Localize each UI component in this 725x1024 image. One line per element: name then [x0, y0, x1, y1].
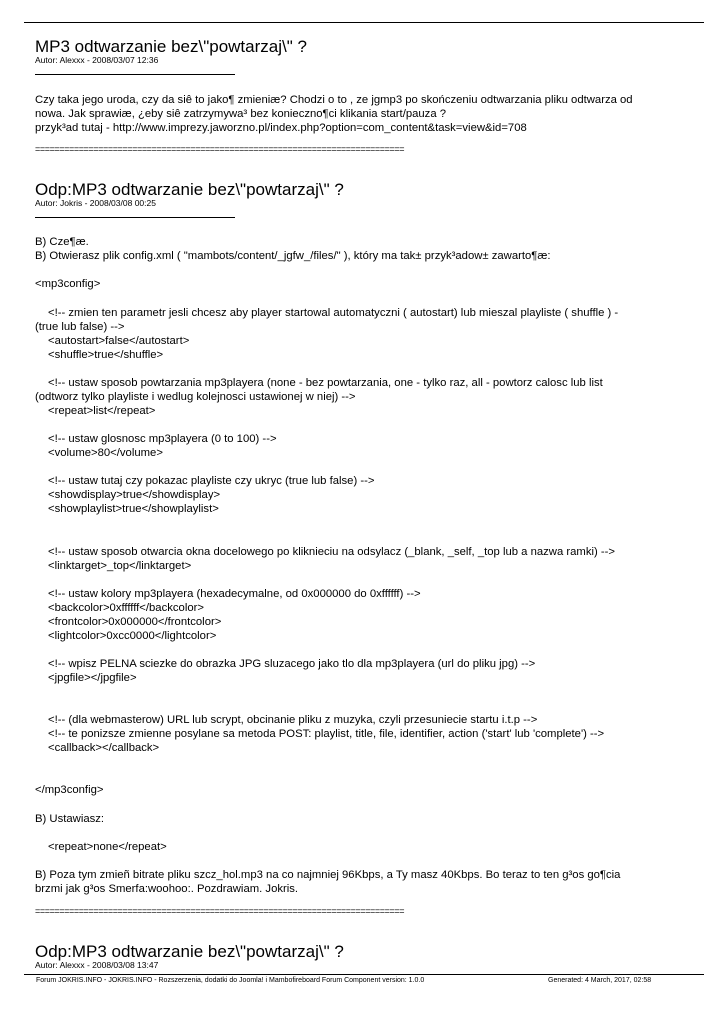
code-line: <jpgfile></jpgfile> [48, 672, 137, 684]
code-line: <lightcolor>0xcc0000</lightcolor> [48, 630, 217, 642]
code-line: <!-- (dla webmasterow) URL lub scrypt, obcinanie pliku z muzyka, czyli przesuniecie startu i.t.p --> [48, 714, 538, 726]
code-line: <!-- zmien ten parametr jesli chcesz aby player startowal automatyczni ( autostart) lub mieszal playliste ( shuffle ) - [48, 307, 619, 319]
post-separator: ============================================================================ [35, 144, 405, 154]
post-body-line: przyk³ad tutaj - http://www.imprezy.jaworzno.pl/index.php?option=com_content&task=view&id=708 [35, 122, 527, 134]
title-underline [35, 74, 235, 75]
footer-rule [24, 974, 704, 975]
post-separator: ============================================================================ [35, 906, 405, 916]
code-line: <showplaylist>true</showplaylist> [48, 503, 219, 515]
post-body-line: B) Ustawiasz: [35, 813, 105, 825]
footer-source: Forum JOKRIS.INFO - JOKRIS.INFO - Rozszerzenia, dodatki do Joomla! i Mambofireboard Forum Component version: 1.0.0 [36, 977, 425, 984]
footer-generated: Generated: 4 March, 2017, 02:58 [548, 977, 652, 984]
post-body-line: nowa. Jak sprawiæ, ¿eby siê zatrzymywa³ bez konieczno¶ci klikania start/pauza ? [35, 108, 447, 120]
code-line: (odtworz tylko playliste i wedlug kolejnosci ustawionej w niej) --> [35, 391, 356, 403]
code-line: <!-- ustaw sposob otwarcia okna docelowego po kliknieciu na odsylacz (_blank, _self, _top lub a nazwa ramki) --> [48, 546, 616, 558]
code-line: </mp3config> [35, 784, 104, 796]
code-line: <volume>80</volume> [48, 447, 163, 459]
post-author: Autor: Alexxx - 2008/03/07 12:36 [35, 55, 159, 65]
code-line: <!-- ustaw sposob powtarzania mp3playera (none - bez powtarzania, one - tylko raz, all - powtorz calosc lub list [48, 377, 603, 389]
code-line: <!-- ustaw tutaj czy pokazac playliste czy ukryc (true lub false) --> [48, 475, 375, 487]
post-title: Odp:MP3 odtwarzanie bez\"powtarzaj\" ? [35, 942, 344, 961]
post-body-line: B) Cze¶æ. [35, 236, 89, 248]
post-author: Autor: Alexxx - 2008/03/08 13:47 [35, 960, 159, 970]
code-line: <!-- ustaw kolory mp3playera (hexadecymalne, od 0x000000 do 0xffffff) --> [48, 588, 421, 600]
code-line: (true lub false) --> [35, 321, 125, 333]
code-line: <backcolor>0xffffff</backcolor> [48, 602, 204, 614]
code-line: <linktarget>_top</linktarget> [48, 560, 192, 572]
post-body-line: B) Poza tym zmieñ bitrate pliku szcz_hol.mp3 na co najmniej 96Kbps, a Ty masz 40Kbps. Bo teraz to ten g³os go¶cia [35, 869, 621, 881]
code-line: <shuffle>true</shuffle> [48, 349, 164, 361]
post-body-line: Czy taka jego uroda, czy da siê to jako¶ zmieniæ? Chodzi o to , ze jgmp3 po skończeniu odtwarzania pliku odtwarza od [35, 94, 633, 106]
code-line: <repeat>list</repeat> [48, 405, 156, 417]
post-title: MP3 odtwarzanie bez\"powtarzaj\" ? [35, 37, 307, 56]
code-line: <!-- ustaw glosnosc mp3playera (0 to 100) --> [48, 433, 277, 445]
code-line: <repeat>none</repeat> [48, 841, 167, 853]
post-title: Odp:MP3 odtwarzanie bez\"powtarzaj\" ? [35, 180, 344, 199]
post-body-line: B) Otwierasz plik config.xml ( "mambots/content/_jgfw_/files/" ), który ma tak± przyk³adow± zawarto¶æ: [35, 250, 551, 262]
code-line: <mp3config> [35, 278, 101, 290]
code-line: <!-- wpisz PELNA sciezke do obrazka JPG sluzacego jako tlo dla mp3playera (url do pliku jpg) --> [48, 658, 536, 670]
title-underline [35, 217, 235, 218]
code-line: <frontcolor>0x000000</frontcolor> [48, 616, 222, 628]
code-line: <autostart>false</autostart> [48, 335, 190, 347]
code-line: <!-- te ponizsze zmienne posylane sa metoda POST: playlist, title, file, identifier, action ('start' lub 'complete') --> [48, 728, 605, 740]
header-rule [24, 22, 704, 23]
code-line: <callback></callback> [48, 742, 160, 754]
post-author: Autor: Jokris - 2008/03/08 00:25 [35, 198, 156, 208]
code-line: <showdisplay>true</showdisplay> [48, 489, 221, 501]
post-body-line: brzmi jak g³os Smerfa:woohoo:. Pozdrawiam. Jokris. [35, 883, 299, 895]
